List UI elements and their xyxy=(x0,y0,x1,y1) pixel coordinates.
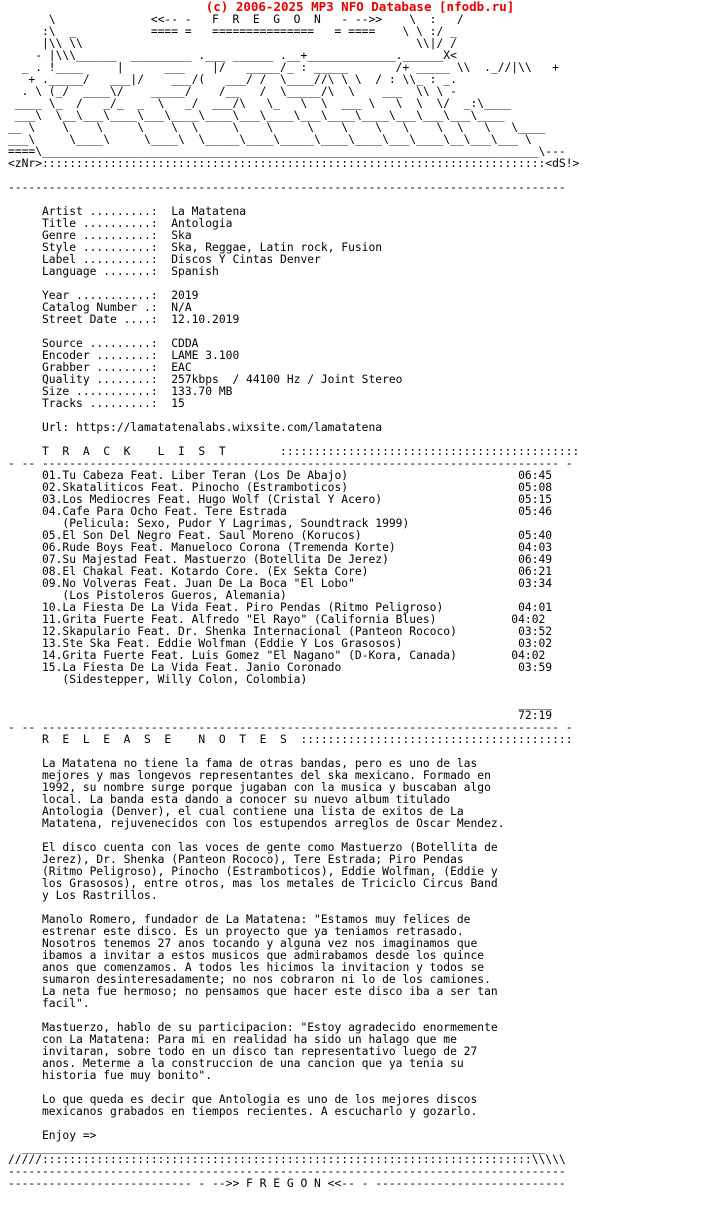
nfo-line: Enjoy => xyxy=(8,1129,97,1142)
nfo-line: __ \ \ \ \ \ \ \ \ \ \ \ \ \ \ \ \____ xyxy=(8,121,546,134)
nfo-line: 72:19 xyxy=(8,709,553,722)
nfo-line: y Los Rastrillos. xyxy=(8,889,158,902)
nfo-line: _ . !____ | ___ |/ _____/_ : _____ /+ _____ \\ ._//|\\ + xyxy=(8,61,559,74)
nfo-line: Title ..........: Antologia xyxy=(8,217,233,230)
nfo-line: invitaran, sobre todo en un disco tan representativo luego de 27 xyxy=(8,1045,478,1058)
nfo-line: local. La banda esta dando a conocer su nuevo album titulado xyxy=(8,793,451,806)
nfo-line: :\ _ ==== = =============== = ==== \ \ :/ _ xyxy=(8,25,457,38)
nfo-line: ____ \_ / _/_ _ \ _/ ___/\ \_ \ \ ___ \ \ \ \/ _:\____ xyxy=(8,97,512,110)
nfo-line: 11.Grita Fuerte Feat. Alfredo "El Rayo" (California Blues) 04:02 xyxy=(8,613,546,626)
nfo-line: 1992, su nombre surge porque jugaban con la musica y buscaban algo xyxy=(8,781,491,794)
nfo-line: Source .........: CDDA xyxy=(8,337,199,350)
nfo-line: 15.La Fiesta De La Vida Feat. Janio Coronado 03:59 xyxy=(8,661,553,674)
nfo-line: ---------------------------------------------------------------------------------- xyxy=(8,181,566,194)
nfo-line: 01.Tu Cabeza Feat. Liber Teran (Los De Abajo) 06:45 xyxy=(8,469,553,482)
nfo-line: 13.Ste Ska Feat. Eddie Wolfman (Eddie Y Los Grasosos) 03:02 xyxy=(8,637,553,650)
nfo-line: mejores y mas longevos representantes del ska mexicano. Formado en xyxy=(8,769,491,782)
nfo-line: - -- ---------------------------------------------------------------------------- - xyxy=(8,721,573,734)
nfo-line: Manolo Romero, fundador de La Matatena: "Estamos muy felices de xyxy=(8,913,471,926)
nfo-line: <zNr>::::::::::::::::::::::::::::::::::::::::::::::::::::::::::::::::::::::::::<dS!> xyxy=(8,157,580,170)
nfo-line: La neta fue hermoso; no pensamos que hacer este disco iba a ser tan xyxy=(8,985,498,998)
nfo-line: anos que comenzamos. A todos les hicimos la invitacion y todos se xyxy=(8,961,485,974)
nfo-line: . \ (_/ ____\/ _____/ /__ / \_____/\ \ ___ \\ \ - xyxy=(8,85,457,98)
nfo-line: Label ..........: Discos Y Cintas Denver xyxy=(8,253,321,266)
nfo-line: 09.No Volveras Feat. Juan De La Boca "El Lobo" 03:34 xyxy=(8,577,553,590)
nfo-text-block xyxy=(8,14,579,1190)
nfo-line: _____ xyxy=(8,697,553,710)
nfo-line: --------------------------- - -->> F R E G O N <<-- - ---------------------------- xyxy=(8,1177,566,1190)
nfo-line: 07.Su Majestad Feat. Mastuerzo (Botellita De Jerez) 06:49 xyxy=(8,553,553,566)
nfo-line: \ <<-- - F R E G O N - -->> \ : / xyxy=(8,13,464,26)
nfo-line: Lo que queda es decir que Antologia es uno de los mejores discos xyxy=(8,1093,478,1106)
nfo-line: ___\ \____\ \____\ \_____\____\_____\____\____\___\____\__\___\___ \ xyxy=(8,133,532,146)
nfo-line: Language .......: Spanish xyxy=(8,265,219,278)
nfo-line: Grabber ........: EAC xyxy=(8,361,192,374)
nfo-line: Size ...........: 133.70 MB xyxy=(8,385,233,398)
site-header-title: (c) 2006-2025 MP3 NFO Database [nfodb.ru] xyxy=(205,0,515,14)
nfo-line: La Matatena no tiene la fama de otras bandas, pero es uno de las xyxy=(8,757,478,770)
nfo-line: Catalog Number .: N/A xyxy=(8,301,192,314)
nfo-line: Artist .........: La Matatena xyxy=(8,205,247,218)
nfo-line: |\\ \\ \\|/ / xyxy=(8,37,457,50)
nfo-line: ___\ \__\___\____\___\____\____\___\____\___\____\____\___\___\___\____ xyxy=(8,109,505,122)
nfo-line: Street Date ....: 12.10.2019 xyxy=(8,313,240,326)
nfo-line: Year ...........: 2019 xyxy=(8,289,199,302)
nfo-line: 08.El Chakal Feat. Kotardo Core. (Ex Sekta Core) 06:21 xyxy=(8,565,553,578)
nfo-line: - |\\\______ _________ .___ ______ .__+_____________.______X< xyxy=(8,49,457,62)
nfo-line: (Sidestepper, Willy Colon, Colombia) xyxy=(8,673,308,686)
nfo-line: Style ..........: Ska, Reggae, Latin rock, Fusion xyxy=(8,241,383,254)
nfo-line: Genre ..........: Ska xyxy=(8,229,192,242)
nfo-line: 05.El Son Del Negro Feat. Saul Moreno (Korucos) 05:40 xyxy=(8,529,553,542)
nfo-line: 03.Los Mediocres Feat. Hugo Wolf (Cristal Y Acero) 05:15 xyxy=(8,493,553,506)
nfo-line: Antologia (Denver), el cual contiene una lista de exitos de La xyxy=(8,805,464,818)
nfo-line: (Ritmo Peligroso), Pinocho (Estramboticos), Eddie Wolfman, (Eddie y xyxy=(8,865,498,878)
nfo-line: facil". xyxy=(8,997,90,1010)
nfo-line: ====\_________________________________________________________________________\--- xyxy=(8,145,566,158)
nfo-line: R E L E A S E N O T E S :::::::::::::::::::::::::::::::::::::::: xyxy=(8,733,573,746)
nfo-line: T R A C K L I S T :::::::::::::::::::::::::::::::::::::::::::: xyxy=(8,445,580,458)
nfo-line: (Pelicula: Sexo, Pudor Y Lagrimas, Soundtrack 1999) xyxy=(8,517,410,530)
nfo-line: 10.La Fiesta De La Vida Feat. Piro Pendas (Ritmo Peligroso) 04:01 xyxy=(8,601,553,614)
nfo-line: historia fue muy bonito". xyxy=(8,1069,213,1082)
nfo-line: los Grasosos), entre otros, mas los metales de Triciclo Circus Band xyxy=(8,877,498,890)
nfo-line: Encoder ........: LAME 3.100 xyxy=(8,349,240,362)
nfo-line: Mastuerzo, hablo de su participacion: "Estoy agradecido enormemente xyxy=(8,1021,498,1034)
nfo-line: El disco cuenta con las voces de gente como Mastuerzo (Botellita de xyxy=(8,841,498,854)
nfo-line: 12.Skapulario Feat. Dr. Shenka Internacional (Panteon Rococo) 03:52 xyxy=(8,625,553,638)
nfo-line: 06.Rude Boys Feat. Manueloco Corona (Tremenda Korte) 04:03 xyxy=(8,541,553,554)
nfo-line: Quality ........: 257kbps / 44100 Hz / Joint Stereo xyxy=(8,373,403,386)
nfo-line: con La Matatena: Para mi en realidad ha sido un halago que me xyxy=(8,1033,457,1046)
nfo-line: Nosotros tenemos 27 anos tocando y alguna vez nos imaginamos que xyxy=(8,937,478,950)
nfo-line: ---------------------------------------------------------------------------------- xyxy=(8,1165,566,1178)
nfo-line: 14.Grita Fuerte Feat. Luis Gomez "El Nagano" (D-Kora, Canada) 04:02 xyxy=(8,649,546,662)
nfo-line: ibamos a invitar a estos musicos que admirabamos desde los quince xyxy=(8,949,485,962)
nfo-line: Tracks .........: 15 xyxy=(8,397,185,410)
nfo-line: Jerez), Dr. Shenka (Panteon Rococo), Tere Estrada; Piro Pendas xyxy=(8,853,464,866)
nfo-line: 04.Cafe Para Ocho Feat. Tere Estrada 05:46 xyxy=(8,505,553,518)
nfo-line: sumaron desinteresadamente; no nos cobraron ni lo de los camiones. xyxy=(8,973,491,986)
nfo-line: (Los Pistoleros Gueros, Alemania) xyxy=(8,589,287,602)
nfo-line: mexicanos grabados en tiempos recientes. A escucharlo y gozarlo. xyxy=(8,1105,478,1118)
nfo-line: estrenar este disco. Es un proyecto que ya teniamos retrasado. xyxy=(8,925,464,938)
nfo-line: /////::::::::::::::::::::::::::::::::::::::::::::::::::::::::::::::::::::::::\\\\\ xyxy=(8,1153,566,1166)
nfo-line: 02.Skataliticos Feat. Pinocho (Estramboticos) 05:08 xyxy=(8,481,553,494)
nfo-line: _____________________________________________________________________________ xyxy=(8,1141,546,1154)
nfo-line: + ._____/ ___|/ ___/( ___/ / \____//\ \ \ / : \\_ : _. xyxy=(8,73,457,86)
nfo-line: Url: https://lamatatenalabs.wixsite.com/lamatatena xyxy=(8,421,383,434)
nfo-line: Matatena, rejuvenecidos con los estupendos arreglos de Oscar Mendez. xyxy=(8,817,505,830)
nfo-line: - -- ---------------------------------------------------------------------------- - xyxy=(8,457,573,470)
nfo-line: anos. Meterme a la construccion de una cancion que ya tenia su xyxy=(8,1057,464,1070)
